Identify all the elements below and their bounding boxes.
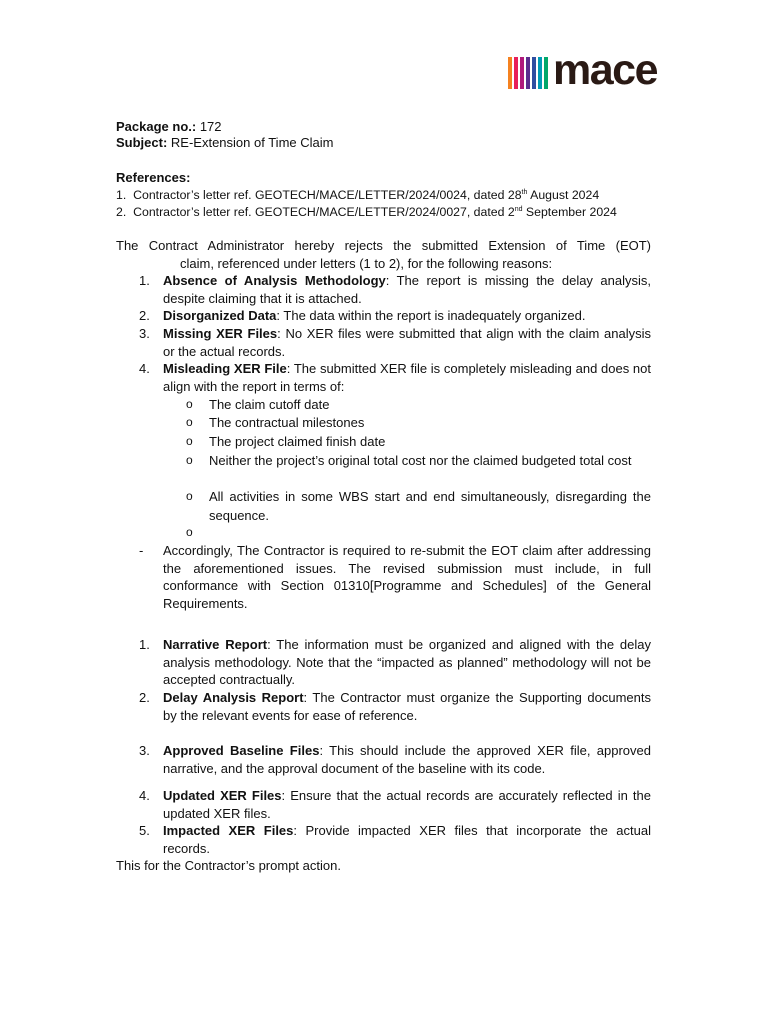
sub-bullet-item: Neither the project’s original total cost nor the claimed budgeted total cost [209, 453, 632, 468]
requirement-text: : The information must be organized and aligned with the delay analysis methodology. Note that the “impacted as planned” methodology will not be accepted contractually. [163, 637, 651, 687]
requirement-item [163, 822, 651, 857]
reason-title: Missing XER Files [163, 326, 278, 341]
reason-title: Absence of Analysis Methodology [163, 273, 386, 288]
logo-stripe [532, 57, 536, 89]
reason-text: : No XER files were submitted that align with the claim analysis or the actual records. [163, 326, 651, 359]
intro-line-1: The Contract Administrator hereby rejects the submitted Extension of Time (EOT) [116, 238, 651, 253]
reason-item [163, 272, 651, 307]
requirement-number: 3. [139, 743, 150, 758]
logo-stripe [508, 57, 512, 89]
requirement-text: : The Contractor must organize the Supporting documents by the relevant events for ease of reference. [163, 690, 651, 723]
sub-bullet-item: The project claimed finish date [209, 434, 386, 449]
intro-line-2: claim, referenced under letters (1 to 2), for the following reasons: [180, 256, 553, 271]
mace-logo [508, 46, 657, 94]
reason-item [163, 325, 651, 360]
reason-title: Disorganized Data [163, 308, 277, 323]
requirement-title: Narrative Report [163, 637, 268, 652]
reference-sup: nd [514, 206, 523, 213]
bullet-marker: o [186, 453, 193, 467]
logo-wordmark: mace [553, 46, 657, 94]
sub-bullet-item: The contractual milestones [209, 415, 365, 430]
reference-item [116, 204, 617, 220]
reference-text: Contractor’s letter ref. GEOTECH/MACE/LETTER/2024/0024, dated 28 [133, 188, 522, 202]
logo-stripe [538, 57, 542, 89]
requirement-text: : This should include the approved XER file, approved narrative, and the approval document of the baseline with its code. [163, 743, 651, 776]
subject-label: Subject: [116, 135, 168, 150]
package-line [116, 119, 222, 135]
reference-text: Contractor’s letter ref. GEOTECH/MACE/LETTER/2024/0027, dated 2 [133, 205, 515, 219]
logo-stripe [514, 57, 518, 89]
accordingly-paragraph: Accordingly, The Contractor is required to re-submit the EOT claim after addressing the aforementioned issues. The revised submission must include, in full conformance with Section 01310[Programme and Schedules] of the General Requirements. [163, 543, 651, 611]
reason-item [163, 360, 651, 395]
reference-sup: th [521, 189, 528, 196]
reason-text: : The report is missing the delay analysis, despite claiming that it is attached. [163, 273, 651, 306]
references-heading-text: References: [116, 170, 191, 185]
logo-stripes [508, 57, 550, 89]
subject-value: RE-Extension of Time Claim [167, 135, 334, 150]
reason-text: : The data within the report is inadequately organized. [276, 308, 586, 323]
logo-stripe [526, 57, 530, 89]
references-heading [116, 170, 190, 186]
dash-marker: - [139, 543, 144, 558]
requirement-title: Approved Baseline Files [163, 743, 320, 758]
reason-item [163, 307, 651, 325]
requirement-number: 4. [139, 788, 150, 803]
bullet-marker: o [186, 415, 193, 429]
reason-number: 2. [139, 308, 150, 323]
sub-bullet-item: The claim cutoff date [209, 397, 330, 412]
requirement-title: Delay Analysis Report [163, 690, 304, 705]
reason-number: 1. [139, 273, 150, 288]
requirement-item [163, 787, 651, 822]
bullet-marker: o [186, 489, 193, 503]
bullet-marker: o [186, 434, 193, 448]
package-label: Package no.: [116, 119, 197, 134]
requirement-number: 5. [139, 823, 150, 838]
requirement-text: : Ensure that the actual records are accurately reflected in the updated XER files. [163, 788, 651, 821]
reference-text-after: September 2024 [522, 205, 617, 219]
reason-text: : The submitted XER file is completely misleading and does not align with the report in terms of: [163, 361, 651, 394]
requirement-item [163, 636, 651, 689]
requirement-item [163, 689, 651, 724]
reference-item [116, 187, 599, 203]
logo-stripe [544, 57, 548, 89]
reason-number: 3. [139, 326, 150, 341]
requirement-title: Impacted XER Files [163, 823, 294, 838]
logo-stripe [520, 57, 524, 89]
requirement-item [163, 742, 651, 777]
requirement-text: : Provide impacted XER files that incorporate the actual records. [163, 823, 651, 856]
subject-line [116, 135, 333, 151]
bullet-marker: o [186, 525, 193, 539]
reason-number: 4. [139, 361, 150, 376]
bullet-marker: o [186, 397, 193, 411]
closing-line: This for the Contractor’s prompt action. [116, 858, 341, 873]
reference-text-after: August 2024 [527, 188, 600, 202]
requirement-title: Updated XER Files [163, 788, 282, 803]
sub-bullet-item: All activities in some WBS start and end simultaneously, disregarding the sequence. [209, 489, 651, 523]
package-value: 172 [196, 119, 222, 134]
requirement-number: 1. [139, 637, 150, 652]
reference-number: 2. [116, 205, 127, 219]
reason-title: Misleading XER File [163, 361, 287, 376]
reference-number: 1. [116, 188, 127, 202]
requirement-number: 2. [139, 690, 150, 705]
